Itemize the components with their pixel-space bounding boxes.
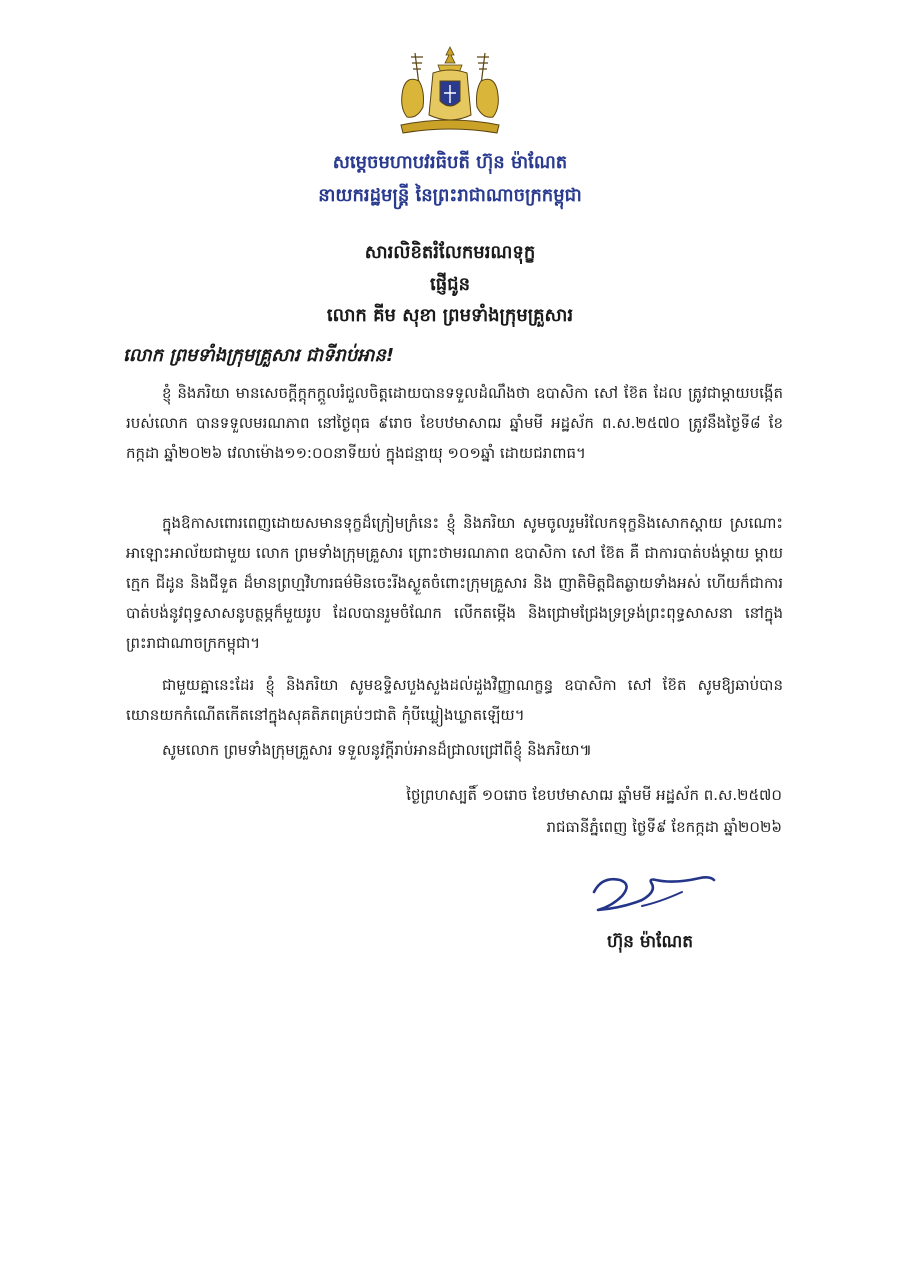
signer-name: ហ៊ុន ម៉ាណែត xyxy=(606,932,694,952)
letter-recipient: លោក គីម សុខា ព្រមទាំងក្រុមគ្រួសារ xyxy=(326,305,574,326)
place-and-date: រាជធានីភ្នំពេញ ថ្ងៃទី៩ ខែកក្កដា ឆ្នាំ២០២៦ xyxy=(546,818,782,836)
letter-addressed-to: ផ្ញើជូន xyxy=(430,274,470,295)
author-title: សម្តេចមហាបវរធិបតី ហ៊ុន ម៉ាណែត xyxy=(332,152,568,173)
body-paragraph-2: ក្នុងឱកាសពោរពេញដោយសមានទុក្ខដ៏ក្រៀមក្រំនេះ ខ្ញុំ និងភរិយា សូមចូលរួមរំលែកទុក្ខនិងសោកស្តាយ ស្រណោះអាឡោះអាល័យជាមួយ លោក ព្រមទាំងក្រុមគ្រួសារ ព្រោះថាមរណភាព ឧបាសិកា សៅ ខ៊ែត គឺ ជាការបាត់បង់ម្តាយ ម្តាយក្មេក ជីដូន និងជីទួត ដ៏មានព្រហ្មវិហារធម៌មិនចេះរីងស្ងួតចំពោះក្រុមគ្រួសារ និង ញាតិមិត្តជិតឆ្ងាយទាំងអស់ ហើយក៏ជាការបាត់បង់នូវពុទ្ធសាសនូបត្ថម្ភក៏មួយរូប ដែលបានរួមចំណែក លើកតម្កើង និងជ្រោមជ្រែងទ្រទ្រង់ព្រះពុទ្ធសាសនា នៅក្នុងព្រះរាជាណាចក្រកម្ពុជា។ xyxy=(126,514,783,652)
handwritten-signature xyxy=(582,862,722,922)
salutation: លោក ព្រមទាំងក្រុមគ្រួសារ ជាទីរាប់អាន! xyxy=(123,345,395,366)
body-paragraph-1: ខ្ញុំ និងភរិយា មានសេចក្តីក្តុកក្តួលរំជួលចិត្តដោយបានទទួលដំណឹងថា ឧបាសិកា សៅ ខ៊ែត ដែល ត្រូវជាម្តាយបង្កើតរបស់លោក បានទទួលមរណភាព នៅថ្ងៃពុធ ៩រោច ខែបឋមាសាឍ ឆ្នាំមមី អដ្ឋស័ក ព.ស.២៥៧០ ត្រូវនឹងថ្ងៃទី៨ ខែកក្កដា ឆ្នាំ២០២៦ វេលាម៉ោង១១:០០នាទីយប់ ក្នុងជន្មាយុ ១០១ឆ្នាំ ដោយជរាពាធ។ xyxy=(126,384,783,462)
letter-title: សារលិខិតរំលែកមរណទុក្ខ xyxy=(364,242,536,263)
author-office: នាយករដ្ឋមន្ត្រី នៃព្រះរាជាណាចក្រកម្ពុជា xyxy=(318,185,582,206)
royal-coat-of-arms-icon xyxy=(393,45,507,137)
body-paragraph-3: ជាមួយគ្នានេះដែរ ខ្ញុំ និងភរិយា សូមឧទ្ទិសបួងសួងដល់ដួងវិញ្ញាណក្ខន្ធ ឧបាសិកា សៅ ខ៊ែត សូមឱ្យឆាប់បានយោនយកកំណើតកើតនៅក្នុងសុគតិភពគ្រប់ៗជាតិ កុំបីឃ្លៀងឃ្លាតឡើយ។ xyxy=(126,676,783,724)
lunar-date: ថ្ងៃព្រហស្បតិ៍ ១០រោច ខែបឋមាសាឍ ឆ្នាំមមី អដ្ឋស័ក ព.ស.២៥៧០ xyxy=(406,786,782,804)
body-paragraph-closing: សូមលោក ព្រមទាំងក្រុមគ្រួសារ ទទួលនូវក្តីរាប់អានដ៏ជ្រាលជ្រៅពីខ្ញុំ និងភរិយា៕ xyxy=(162,741,592,759)
